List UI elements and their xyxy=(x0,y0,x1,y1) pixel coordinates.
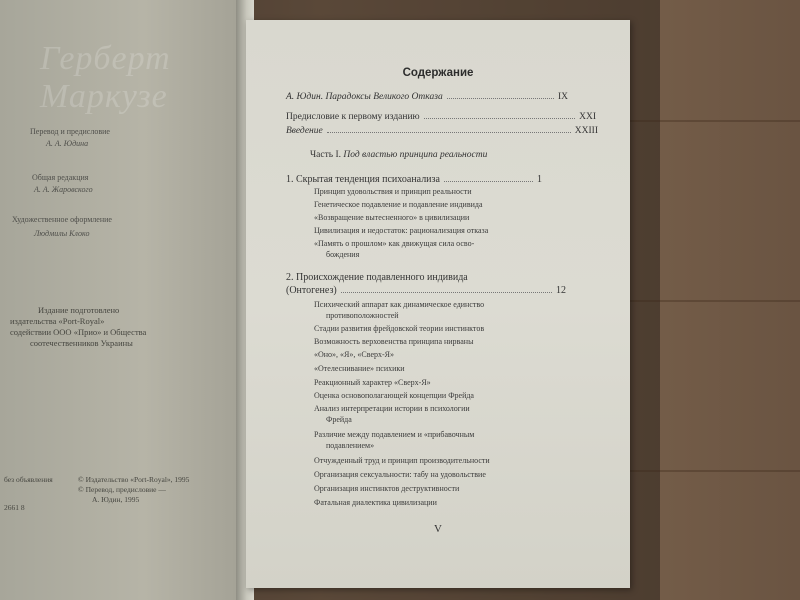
credit-name: Людмилы Клоко xyxy=(34,229,90,238)
chapter-title: 2. Происхождение подавленного индивида xyxy=(286,272,468,283)
toc-subentry: Реакционный характер «Сверх-Я» xyxy=(314,378,431,387)
toc-entry xyxy=(286,92,568,102)
toc-subentry: Фрейда xyxy=(326,415,352,424)
imprint-line: Издание подготовлено xyxy=(38,305,120,315)
dot-leader xyxy=(424,113,575,119)
toc-subentry: Генетическое подавление и подавление индивида xyxy=(314,200,483,209)
toc-subentry: Оценка основополагающей концепции Фрейда xyxy=(314,391,474,400)
toc-subentry: противоположностей xyxy=(326,311,399,320)
toc-entry xyxy=(286,112,596,122)
imprint-line: соотечественников Украины xyxy=(30,338,133,348)
toc-entry-text: А. Юдин. Парадоксы Великого Отказа xyxy=(286,92,443,102)
wood-grain xyxy=(600,120,800,122)
credit-role: Художественное оформление xyxy=(12,215,112,224)
toc-subentry: Возможность верховенства принципа нирваны xyxy=(314,337,474,346)
toc-subentry: Организация инстинктов деструктивности xyxy=(314,484,460,493)
toc-subentry: «Оно», «Я», «Сверх-Я» xyxy=(314,350,395,359)
imprint-line: содействии ООО «Прио» и Общества xyxy=(10,327,147,337)
copyright-line: © Перевод, предисловие — xyxy=(78,485,166,494)
left-page xyxy=(0,0,240,600)
chapter-entry xyxy=(286,285,566,296)
toc-entry-page: IX xyxy=(557,92,568,102)
dot-leader xyxy=(444,176,533,182)
toc-subentry: Отчужденный труд и принцип производительности xyxy=(314,456,490,465)
credit-name: А. А. Юдина xyxy=(46,139,89,148)
part-prefix: Часть I. xyxy=(310,150,342,160)
toc-subentry: подавлением» xyxy=(326,441,375,450)
chapter-title: (Онтогенез) xyxy=(286,285,337,296)
toc-subentry: Психический аппарат как динамическое единство xyxy=(314,300,485,309)
chapter-entry xyxy=(286,174,542,185)
ghost-title-line: Маркузе xyxy=(40,78,168,115)
toc-subentry: «Отелеснивание» психики xyxy=(314,364,405,373)
toc-subentry: Цивилизация и недостаток: рационализация отказа xyxy=(314,226,489,235)
chapter-page: 12 xyxy=(556,285,566,296)
toc-subentry: «Память о прошлом» как движущая сила осво- xyxy=(314,239,475,248)
chapter-entry xyxy=(286,272,468,283)
copyright-line: А. Юдин, 1995 xyxy=(92,495,140,504)
toc-subentry: Принцип удовольствия и принцип реальности xyxy=(314,187,472,196)
part-title: Под властью принципа реальности xyxy=(343,150,488,160)
toc-entry-text: Введение xyxy=(286,126,323,136)
wood-grain xyxy=(600,470,800,472)
toc-entry xyxy=(286,126,598,136)
chapter-page: 1 xyxy=(537,174,542,185)
dot-leader xyxy=(447,93,554,99)
bottom-left-line: 2661 8 xyxy=(4,503,25,512)
toc-entry-page: XXIII xyxy=(574,126,598,136)
toc-subentry: бождения xyxy=(326,250,360,259)
credit-role: Общая редакция xyxy=(32,173,89,182)
toc-entry-page: XXI xyxy=(579,112,596,122)
credit-name: А. А. Жаровского xyxy=(34,185,93,194)
copyright-line: © Издательство «Port-Royal», 1995 xyxy=(78,475,190,484)
copyright-block xyxy=(78,475,189,505)
toc-title: Содержание xyxy=(402,67,474,79)
toc-subentry: Анализ интерпретации истории в психологии xyxy=(314,404,470,413)
bottom-left-note xyxy=(4,475,53,513)
toc-subentry: Организация сексуальности: табу на удовольствие xyxy=(314,470,486,479)
toc-subentry: Стадии развития фрейдовской теории инстинктов xyxy=(314,324,485,333)
toc-entry-text: Предисловие к первому изданию xyxy=(286,112,420,122)
part-heading xyxy=(310,150,487,160)
dot-leader xyxy=(327,127,571,133)
toc-subentry: «Возвращение вытесненного» в цивилизации xyxy=(314,213,470,222)
toc-subentry: Фатальная диалектика цивилизации xyxy=(314,498,437,507)
chapter-title: 1. Скрытая тенденция психоанализа xyxy=(286,174,440,185)
wood-grain xyxy=(600,300,800,302)
toc-subentry: Различие между подавлением и «прибавочным xyxy=(314,430,475,439)
ghost-title-line: Герберт xyxy=(40,40,171,77)
imprint-block xyxy=(10,305,230,349)
page-number: V xyxy=(434,523,442,535)
credit-role: Перевод и предисловие xyxy=(30,127,110,136)
imprint-line: издательства «Port-Royal» xyxy=(10,316,105,326)
dot-leader xyxy=(341,287,552,293)
right-page xyxy=(246,20,630,588)
bottom-left-line: без объявления xyxy=(4,475,53,484)
